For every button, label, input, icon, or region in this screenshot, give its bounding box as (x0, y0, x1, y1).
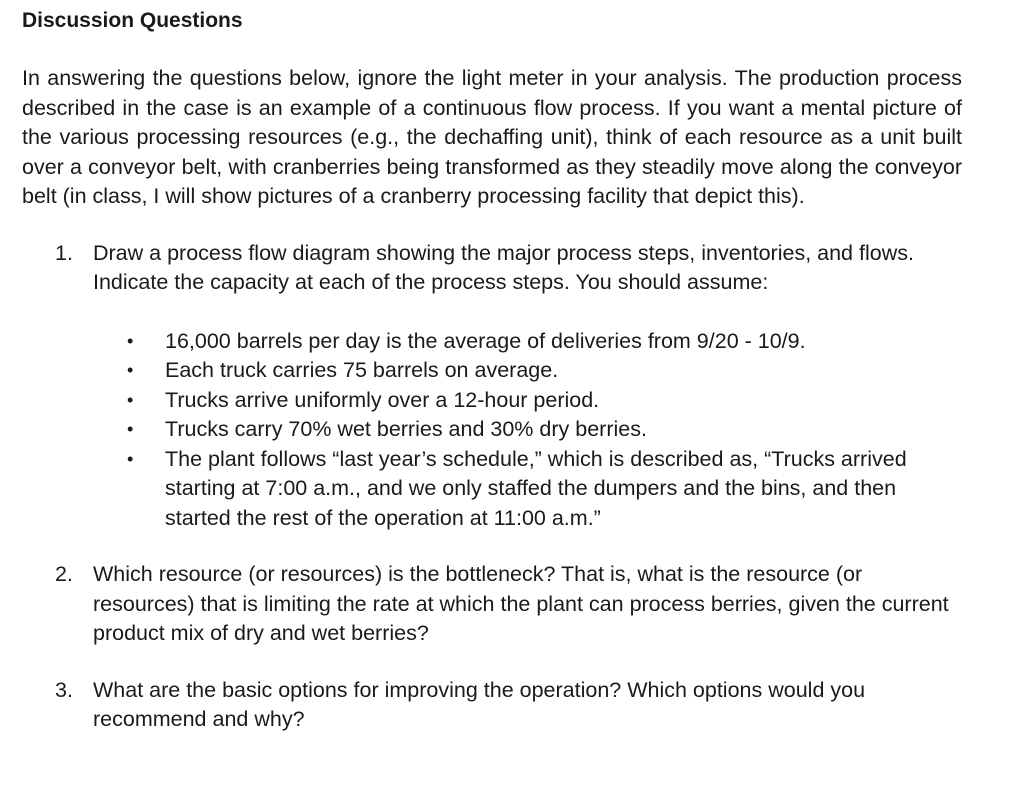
assumption-text: The plant follows “last year’s schedule,” which is described as, “Trucks arrived starting at 7:00 a.m., and we only staffed the dumpers and the bins, and then started the rest of the operation at 11:00 a.m.” (165, 446, 907, 530)
bullet-icon: • (127, 389, 134, 410)
question-number: 1. (55, 240, 73, 265)
assumption-item (93, 327, 962, 357)
question-list (22, 239, 962, 735)
question-3 (22, 676, 962, 735)
assumption-text: Trucks arrive uniformly over a 12-hour period. (165, 387, 600, 412)
assumption-list (93, 327, 962, 534)
question-text: What are the basic options for improving the operation? Which options would you recommend and why? (93, 677, 866, 731)
question-number: 3. (55, 677, 73, 702)
bullet-icon: • (127, 330, 134, 351)
document-heading: Discussion Questions (22, 9, 243, 32)
bullet-icon: • (127, 360, 134, 380)
bullet-icon: • (127, 419, 134, 439)
assumption-item (93, 445, 962, 534)
bullet-icon: • (127, 448, 134, 469)
assumption-text: Trucks carry 70% wet berries and 30% dry berries. (165, 417, 647, 441)
intro-paragraph: In answering the questions below, ignore the light meter in your analysis. The production process described in the case is an example of a continuous flow process. If you want a mental picture of the various processing resources (e.g., the dechaffing unit), think of each resource as a unit built over a conveyor belt, with cranberries being transformed as they steadily move along the conveyor belt (in class, I will show pictures of a cranberry processing facility that depict this). (22, 66, 962, 208)
question-1 (22, 239, 962, 534)
assumption-item (93, 386, 962, 416)
question-text: Draw a process flow diagram showing the major process steps, inventories, and flows. Indicate the capacity at each of the process steps. You should assume: (93, 240, 914, 294)
assumption-text: Each truck carries 75 barrels on average. (165, 358, 559, 382)
document-page (22, 6, 962, 735)
question-number: 2. (55, 562, 73, 586)
assumption-item (93, 356, 962, 386)
question-text: Which resource (or resources) is the bottleneck? That is, what is the resource (or resources) that is limiting the rate at which the plant can process berries, given the current product mix of dry and wet berries? (93, 562, 949, 645)
assumption-item (93, 415, 962, 445)
assumption-text: 16,000 barrels per day is the average of deliveries from 9/20 - 10/9. (165, 328, 806, 353)
question-2 (22, 560, 962, 649)
